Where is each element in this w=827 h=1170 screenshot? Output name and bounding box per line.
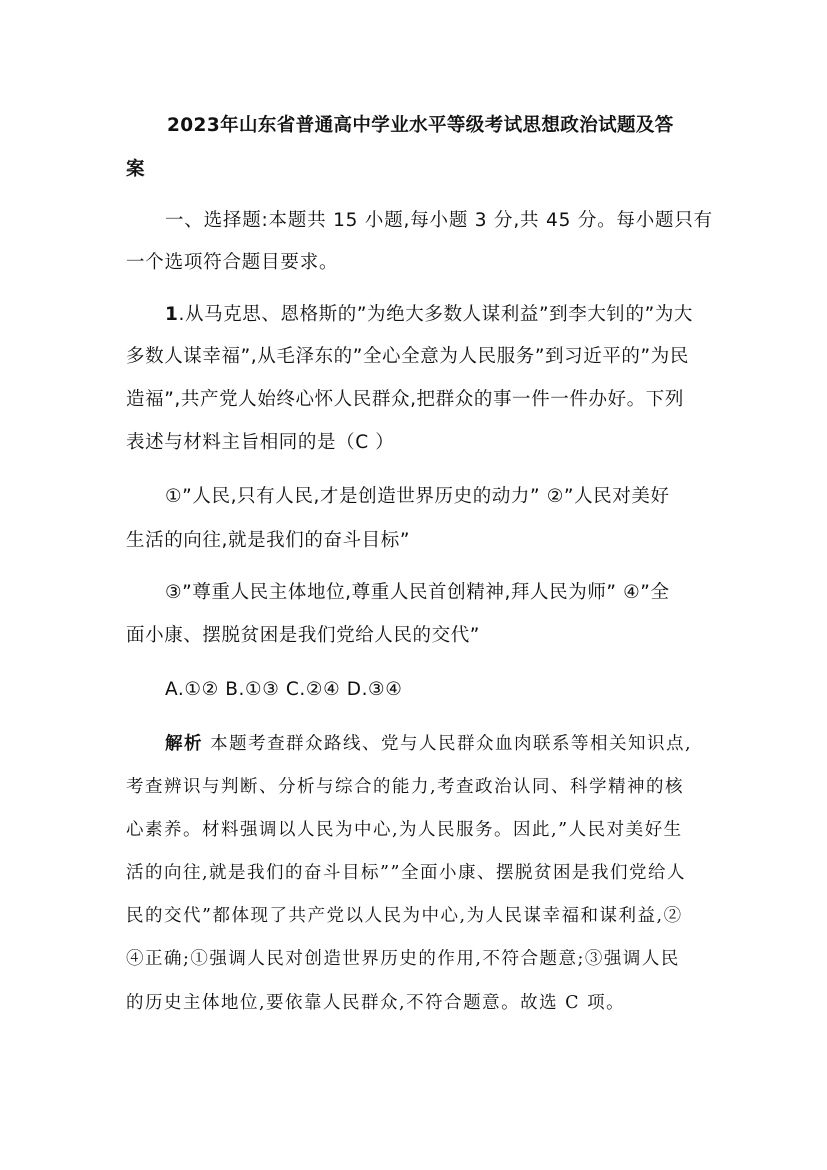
question-1-line-2: 多数人谋幸福”,从毛泽东的”全心全意为人民服务”到习近平的”为民	[126, 346, 689, 367]
section-heading-line-1: 一、选择题:本题共 15 小题,每小题 3 分,共 45 分。每小题只有	[165, 210, 713, 231]
answer-options: A.①② B.①③ C.②④ D.③④	[165, 679, 403, 700]
document-title-line-2: 案	[126, 159, 145, 180]
analysis-text-1: 本题考查群众路线、党与人民群众血肉联系等相关知识点,	[203, 734, 693, 754]
question-1-line-4: 表述与材料主旨相同的是（C ）	[126, 432, 395, 453]
analysis-label: 解析	[165, 734, 203, 754]
statement-line-3: ③”尊重人民主体地位,尊重人民首创精神,拜人民为师” ④”全	[165, 582, 670, 603]
question-number: 1	[165, 304, 179, 325]
analysis-line-1	[165, 731, 692, 757]
analysis-line-7: 的历史主体地位,要依靠人民群众,不符合题意。故选 C 项。	[126, 993, 626, 1013]
analysis-line-5: 民的交代”都体现了共产党以人民为中心,为人民谋幸福和谋利益,②	[126, 906, 683, 926]
question-1-text-1: .从马克思、恩格斯的”为绝大多数人谋利益”到李大钊的”为大	[178, 304, 694, 325]
statement-line-1: ①”人民,只有人民,才是创造世界历史的动力” ②”人民对美好	[165, 486, 670, 507]
statement-line-2: 生活的向往,就是我们的奋斗目标”	[126, 530, 411, 551]
analysis-line-2: 考查辨识与判断、分析与综合的能力,考查政治认同、科学精神的核	[126, 777, 685, 797]
question-1-line-3: 造福”,共产党人始终心怀人民群众,把群众的事一件一件办好。下列	[126, 389, 684, 410]
analysis-line-6: ④正确;①强调人民对创造世界历史的作用,不符合题意;③强调人民	[126, 949, 680, 969]
section-heading-line-2: 一个选项符合题目要求。	[126, 252, 339, 273]
analysis-line-3: 心素养。材料强调以人民为中心,为人民服务。因此,”人民对美好生	[126, 820, 683, 840]
document-title-line-1: 2023年山东省普通高中学业水平等级考试思想政治试题及答	[167, 115, 674, 136]
statement-line-4: 面小康、摆脱贫困是我们党给人民的交代”	[126, 625, 480, 646]
analysis-line-4: 活的向往,就是我们的奋斗目标””全面小康、摆脱贫困是我们党给人	[126, 863, 686, 883]
question-1-line-1	[165, 302, 693, 328]
